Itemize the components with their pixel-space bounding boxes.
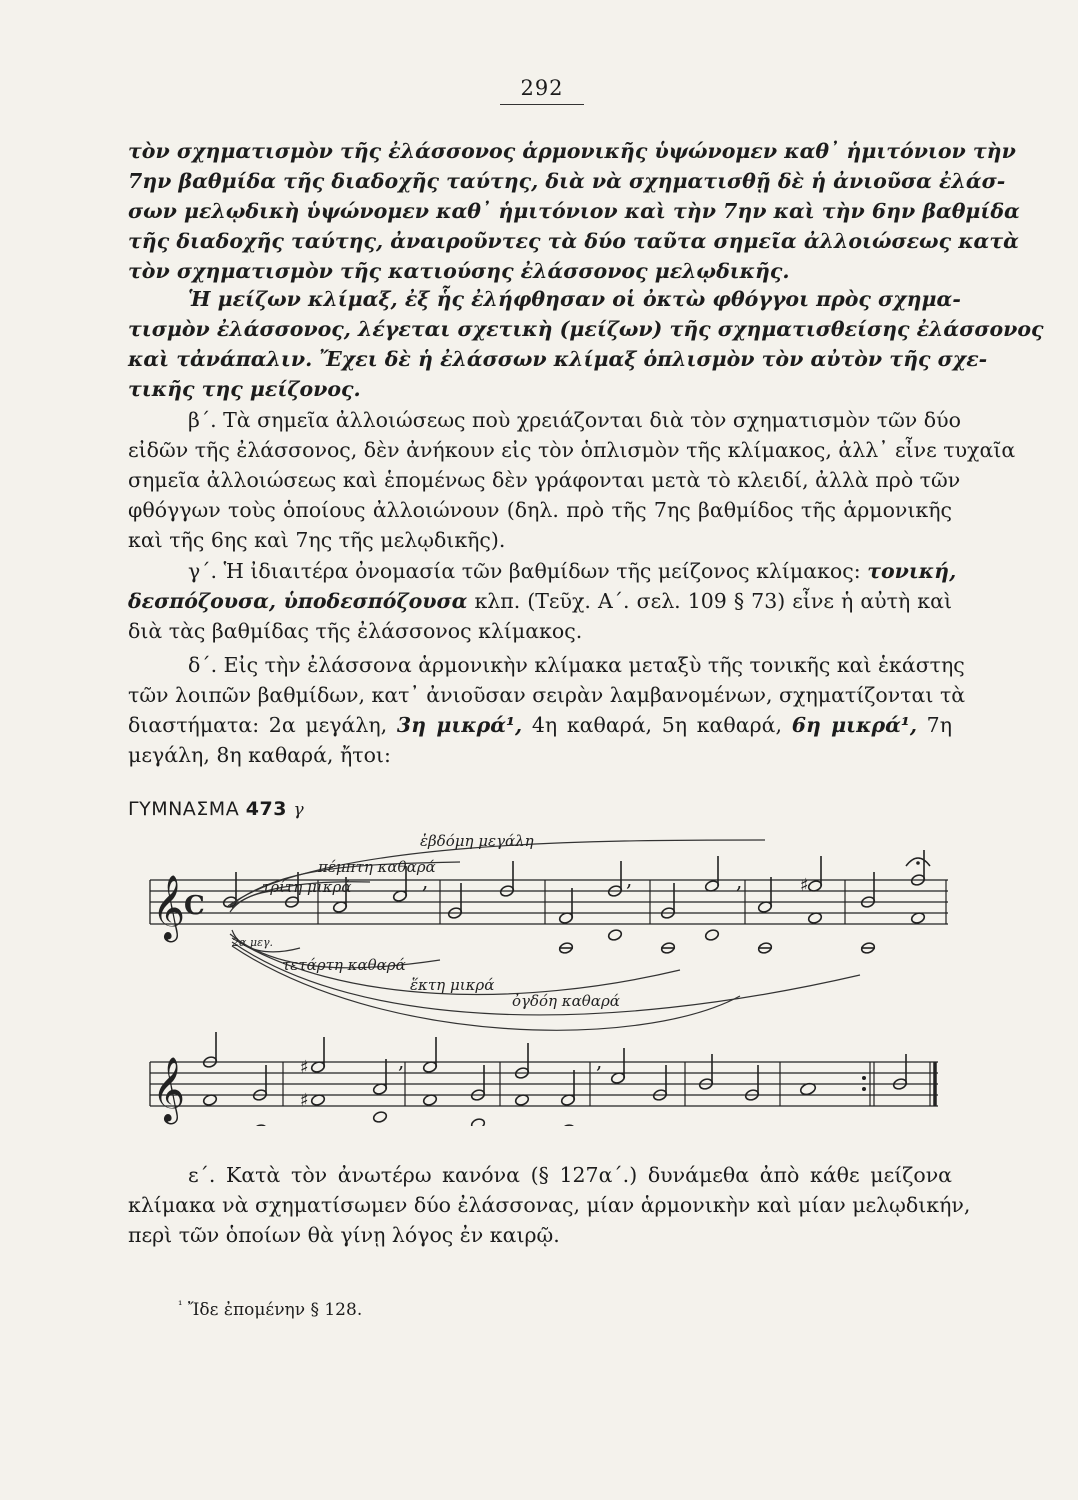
text-line: διὰ τὰς βαθμίδας τῆς ἐλάσσονος κλίμακος. [128,619,583,643]
interval-label-fourth: τετάρτη καθαρά [282,956,406,974]
text-line [128,710,952,740]
text-line: τικῆς της μείζονος. [128,377,361,401]
text-line: β΄. Τὰ σημεῖα ἀλλοιώσεως ποὺ χρειάζονται διὰ τὸν σχηματισμὸν τῶν δύο [188,408,961,432]
interval-label-seventh: ἑβδόμη μεγάλη [420,832,534,850]
interval-labels [231,832,620,1010]
note-icon [704,928,719,941]
paragraph-d [128,650,966,770]
sharp-icon: ♯ [300,1090,309,1111]
staff-lines [150,1062,938,1106]
notes [202,1032,907,1126]
exercise-suffix: γ [293,800,305,820]
text-line: τῆς διαδοχῆς ταύτης, ἀναιροῦντες τὰ δύο ταῦτα σημεῖα ἀλλοιώσεως κατὰ [128,229,1019,253]
interval-label-fifth: πέμπτη καθαρά [318,858,436,876]
fermata-dot [916,861,920,865]
text-line: περὶ τῶν ὁποίων θὰ γίνῃ λόγος ἐν καιρῷ. [128,1223,560,1247]
text-fragment: 7η [926,713,952,737]
text-line: 7ην βαθμίδα τῆς διαδοχῆς ταύτης, διὰ νὰ σχηματισθῇ δὲ ἡ ἀνιοῦσα ἐλάσ- [128,169,1006,193]
interval-label-sixth: ἕκτη μικρά [410,976,495,994]
treble-clef-icon: 𝄞 [152,875,186,940]
text-fragment: κλπ. (Τεῦχ. Α΄. σελ. 109 § 73) εἶνε ἡ αὐτὴ καὶ [474,589,952,613]
music-staff-2 [0,1016,1078,1126]
svg-text:,: , [626,867,633,891]
text-line: σων μελῳδικὴ ὑψώνομεν καθ᾿ ἡμιτόνιον καὶ τὴν 7ην καὶ τὴν 6ην βαθμίδα [128,199,1020,223]
text-line: εἰδῶν τῆς ἐλάσσονος, δὲν ἀνήκουν εἰς τὸν ὁπλισμὸν τῆς κλίμακος, ἀλλ᾿ εἶνε τυχαῖα [128,438,1016,462]
music-staff-1 [0,830,1078,1040]
exercise-title: ΓΥΜΝΑΣΜΑ [128,798,240,820]
paragraph-c [128,556,957,646]
text-fragment: γ΄. Ἡ ἰδιαιτέρα ὀνομασία τῶν βαθμίδων τῆς μείζονος κλίμακος: [188,559,861,583]
text-fragment: 6η μικρά¹, [791,713,917,737]
text-fragment: 4η καθαρά, 5η καθαρά, [531,713,783,737]
svg-text:,: , [596,1049,603,1073]
paragraph-intro [128,136,1020,286]
paragraph-relative-scale [128,284,1044,404]
footnote-text: Ἴδε ἐπομένην § 128. [187,1300,363,1320]
svg-text:,: , [398,1049,405,1073]
common-time-icon: C [184,891,205,921]
interval-label-third: τρίτη μικρά [262,878,352,896]
text-line: σημεῖα ἀλλοιώσεως καὶ ἑπομένως δὲν γράφονται μετὰ τὸ κλειδί, ἀλλὰ πρὸ τῶν [128,468,961,492]
text-line: φθόγγων τοὺς ὁποίους ἀλλοιώνουν (δηλ. πρὸ τῆς 7ης βαθμίδος τῆς ἁρμονικῆς [128,498,952,522]
text-fragment: τονική, [867,559,957,583]
text-line: μεγάλη, 8η καθαρά, ἤτοι: [128,743,391,767]
accidentals [800,875,809,896]
text-line: κλίμακα νὰ σχηματίσωμεν δύο ἐλάσσονας, μίαν ἁρμονικὴν καὶ μίαν μελῳδικήν, [128,1193,971,1217]
text-fragment: δεσπόζουσα, ὑποδεσπόζουσα [128,589,468,613]
text-line: καὶ τῆς 6ης καὶ 7ης τῆς μελῳδικῆς). [128,528,506,552]
text-fragment: διαστήματα: 2α μεγάλη, [128,713,388,737]
treble-clef-icon: 𝄞 [152,1057,186,1122]
page-number: 292 [500,76,584,105]
text-line: τῶν λοιπῶν βαθμίδων, κατ᾿ ἀνιοῦσαν σειρὰν λαμβανομένων, σχηματίζονται τὰ [128,683,966,707]
text-line [128,586,952,616]
footnote-marker: ¹ [178,1298,183,1312]
text-line: Ἡ μείζων κλίμαξ, ἐξ ἧς ἐλήφθησαν οἱ ὀκτὼ φθόγγοι πρὸς σχημα- [188,287,961,311]
footnote [178,1300,362,1320]
svg-text:,: , [736,869,743,893]
exercise-label [128,798,304,820]
exercise-number: 473 [245,798,287,820]
interval-label-octave: ὀγδόη καθαρά [512,992,620,1010]
note-icon [607,928,622,941]
text-line: τισμὸν ἐλάσσονος, λέγεται σχετικὴ (μείζων) τῆς σχηματισθείσης ἐλάσσονος [128,317,1044,341]
svg-text:,: , [422,869,429,893]
paragraph-b [128,405,1016,555]
text-line: καὶ τἀνάπαλιν. Ἔχει δὲ ἡ ἐλάσσων κλίμαξ ὁπλισμὸν τὸν αὐτὸν τῆς σχε- [128,347,988,371]
sharp-icon: ♯ [800,875,809,896]
text-fragment: 3η μικρά¹, [396,713,523,737]
paragraph-e [128,1160,971,1250]
text-line [128,556,957,586]
sharp-icon: ♯ [300,1057,309,1078]
text-line: τὸν σχηματισμὸν τῆς κατιούσης ἐλάσσονος μελῳδικῆς. [128,259,790,283]
text-line: ε΄. Κατὰ τὸν ἀνωτέρω κανόνα (§ 127α΄.) δυνάμεθα ἀπὸ κάθε μείζονα [188,1163,952,1187]
text-line: τὸν σχηματισμὸν τῆς ἐλάσσονος ἁρμονικῆς ὑψώνομεν καθ᾿ ἡμιτόνιον τὴν [128,139,1016,163]
text-line: δ΄. Εἰς τὴν ἐλάσσονα ἁρμονικὴν κλίμακα μεταξὺ τῆς τονικῆς καὶ ἑκάστης [188,653,965,677]
interval-label-second: 2α μεγ. [232,936,274,949]
